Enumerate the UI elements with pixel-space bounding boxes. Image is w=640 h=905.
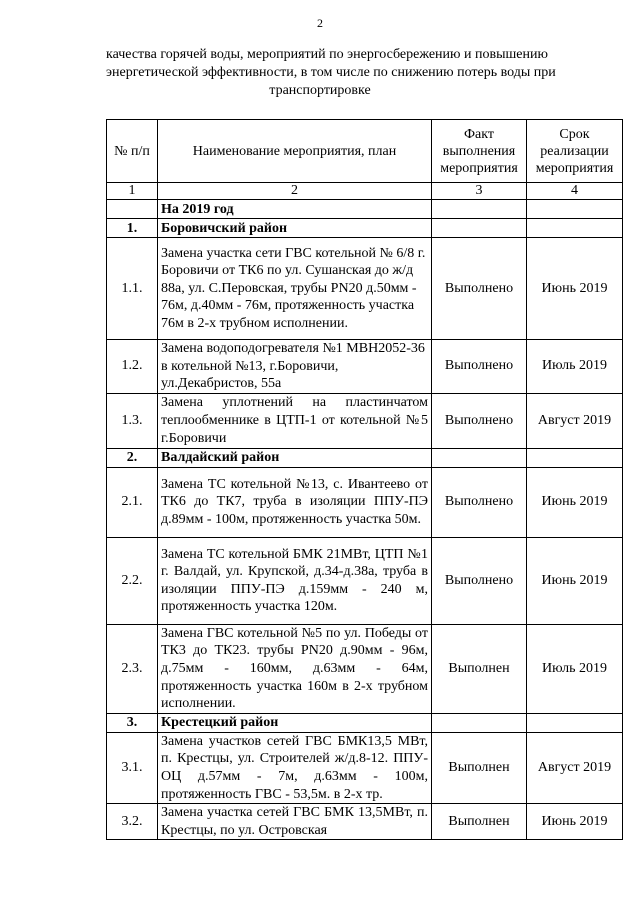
measures-table: [106, 119, 623, 840]
year-row: [107, 200, 623, 219]
row-fact: Выполнено: [432, 467, 527, 537]
row-term: Июнь 2019: [527, 467, 623, 537]
section-row: [107, 219, 623, 238]
row-description: Замена участка сетей ГВС БМК 13,5МВт, п. Крестцы, по ул. Островская: [158, 804, 432, 840]
section-title: Валдайский район: [158, 448, 432, 467]
column-number: 4: [527, 183, 623, 200]
row-number: 3.2.: [107, 804, 158, 840]
row-term: Июль 2019: [527, 340, 623, 394]
row-description: Замена водоподогревателя №1 МВН2052-36 в котельной №13, г.Боровичи, ул.Декабристов, 55а: [158, 340, 432, 394]
row-number: 2.2.: [107, 537, 158, 624]
row-number: 3.1.: [107, 732, 158, 803]
column-number: 3: [432, 183, 527, 200]
header-number: № п/п: [107, 120, 158, 183]
section-number: 2.: [107, 448, 158, 467]
table-header-row: [107, 120, 623, 183]
header-term: Срок реализации мероприятия: [527, 120, 623, 183]
section-number: 3.: [107, 713, 158, 732]
table-row: [107, 467, 623, 537]
table-row: [107, 340, 623, 394]
row-number: 1.1.: [107, 238, 158, 340]
table-row: [107, 732, 623, 803]
heading-line: качества горячей воды, мероприятий по энергосбережению и повышению: [106, 47, 548, 62]
table-row: [107, 393, 623, 448]
row-fact: Выполнено: [432, 238, 527, 340]
document-heading: [106, 46, 556, 100]
row-fact: Выполнено: [432, 537, 527, 624]
row-description: Замена участков сетей ГВС БМК13,5 МВт, п. Крестцы, ул. Строителей ж/д.8-12. ППУ-ОЦ д.57мм - 7м, д.63мм - 100м, протяженность ГВС - 53,5м. в 2-х тр.: [158, 732, 432, 803]
row-fact: Выполнено: [432, 393, 527, 448]
table-row: [107, 624, 623, 713]
section-number: 1.: [107, 219, 158, 238]
row-term: Июль 2019: [527, 624, 623, 713]
row-number: 1.3.: [107, 393, 158, 448]
year-label: На 2019 год: [158, 200, 432, 219]
row-number: 1.2.: [107, 340, 158, 394]
row-fact: Выполнено: [432, 340, 527, 394]
table-row: [107, 804, 623, 840]
row-description: Замена ТС котельной №13, с. Ивантеево от ТК6 до ТК7, труба в изоляции ППУ-ПЭ д.89мм - 100м, протяженность участка 50м.: [158, 467, 432, 537]
row-number: 2.1.: [107, 467, 158, 537]
row-fact: Выполнен: [432, 804, 527, 840]
row-term: Август 2019: [527, 393, 623, 448]
table-row: [107, 238, 623, 340]
row-term: Июнь 2019: [527, 537, 623, 624]
row-fact: Выполнен: [432, 624, 527, 713]
column-numbers-row: [107, 183, 623, 200]
row-description: Замена ГВС котельной №5 по ул. Победы от ТК3 до ТК23. трубы PN20 д.90мм - 96м, д.75мм - 160мм, д.63мм - 64м, протяженность участка 160м в 2-х трубном исполнении.: [158, 624, 432, 713]
row-term: Август 2019: [527, 732, 623, 803]
row-description: Замена участка сети ГВС котельной № 6/8 г. Боровичи от ТК6 по ул. Сушанская до ж/д 88а, ул. С.Перовская, трубы PN20 д.50мм - 76м, д.40мм - 76м, протяженность участка 76м в 2-х трубном исполнении.: [158, 238, 432, 340]
table-row: [107, 537, 623, 624]
row-description: Замена уплотнений на пластинчатом теплообменнике в ЦТП-1 от котельной №5 г.Боровичи: [158, 393, 432, 448]
header-name: Наименование мероприятия, план: [158, 120, 432, 183]
heading-line: транспортировке: [269, 83, 371, 98]
section-title: Крестецкий район: [158, 713, 432, 732]
section-row: [107, 713, 623, 732]
column-number: 2: [158, 183, 432, 200]
section-title: Боровичский район: [158, 219, 432, 238]
row-description: Замена ТС котельной БМК 21МВт, ЦТП №1 г. Валдай, ул. Крупской, д.34-д.38а, труба в изоляции ППУ-ПЭ д.159мм - 240 м, протяженность участка 120м.: [158, 537, 432, 624]
row-term: Июнь 2019: [527, 238, 623, 340]
section-row: [107, 448, 623, 467]
heading-line: энергетической эффективности, в том числе по снижению потерь воды при: [106, 65, 556, 80]
header-fact: Факт выполнения мероприятия: [432, 120, 527, 183]
row-number: 2.3.: [107, 624, 158, 713]
column-number: 1: [107, 183, 158, 200]
page-number: 2: [317, 16, 323, 30]
row-term: Июнь 2019: [527, 804, 623, 840]
row-fact: Выполнен: [432, 732, 527, 803]
